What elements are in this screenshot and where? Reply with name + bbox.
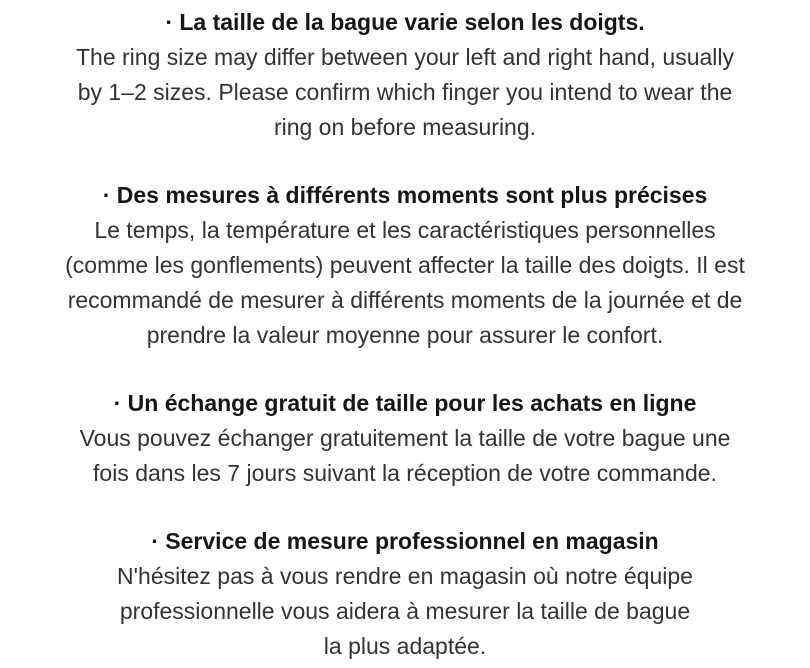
section-line: la plus adaptée. [323,633,487,659]
section-in-store-measuring-service [0,524,810,664]
section-ring-size-varies [0,5,810,145]
section-heading: · Service de mesure professionnel en magasin [151,528,659,554]
section-line: recommandé de mesurer à différents moments de la journée et de [67,287,743,313]
section-line: (comme les gonflements) peuvent affecter la taille des doigts. Il est [65,252,745,278]
section-line: Le temps, la température et les caractéristiques personnelles [94,217,716,243]
section-measure-different-times [0,178,810,353]
section-line: N'hésitez pas à vous rendre en magasin où notre équipe [117,563,693,589]
section-line: professionnelle vous aidera à mesurer la taille de bague [119,598,691,624]
section-heading: · Un échange gratuit de taille pour les achats en ligne [113,390,697,416]
section-line: fois dans les 7 jours suivant la réception de votre commande. [93,460,717,486]
section-heading: · Des mesures à différents moments sont plus précises [102,182,708,208]
section-free-size-exchange [0,386,810,491]
section-line: by 1–2 sizes. Please confirm which finger you intend to wear the [77,79,733,105]
section-line: prendre la valeur moyenne pour assurer le confort. [146,322,664,348]
section-line: ring on before measuring. [273,114,537,140]
section-heading: · La taille de la bague varie selon les doigts. [165,9,645,35]
section-line: The ring size may differ between your left and right hand, usually [76,44,734,70]
section-line: Vous pouvez échanger gratuitement la taille de votre bague une [79,425,731,451]
